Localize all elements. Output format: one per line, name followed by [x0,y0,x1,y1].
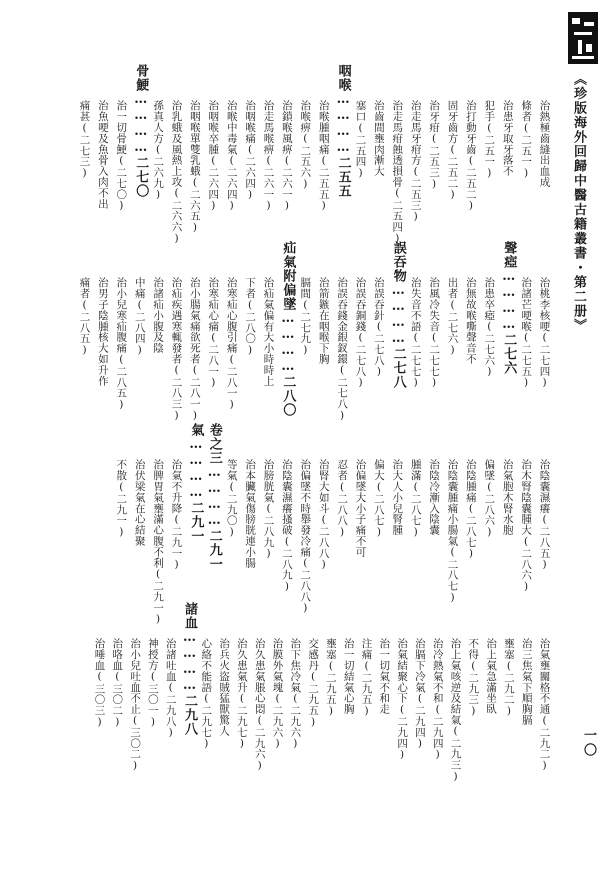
seal-logo-icon [566,10,600,66]
toc-entry: 治誤吞錢金銀釵鐶(二七八) [336,277,349,422]
toc-entry: 治木腎陰囊腫大(二八六) [520,459,533,593]
toc-entry: 治唾血(三〇三) [93,638,106,729]
toc-entry: 治疝疾遇寒輒發者(二八三) [170,277,183,422]
toc-entry: 治久患氣脹心悶(二九六) [253,638,266,772]
toc-entry: 治牙疳(二五三) [428,100,441,191]
toc-entry: 治偏墜大小子痛不可 [354,459,367,558]
toc-entry: 治寒疝心痛(二八一) [207,277,220,389]
toc-entry: 治上氣急滿坐臥 [485,638,498,715]
toc-entry: 治小兒吐血不止(三〇二) [129,638,142,772]
toc-entry: 治陰冷漸入陰囊 [428,459,441,536]
toc-entry: 治一切骨鯁(二七〇) [115,100,128,212]
toc-entry: 治氣胞木腎水胞 [501,459,514,536]
toc-entry: 治打動牙齒(二五二) [464,100,477,212]
toc-entry: 治兵火盜賊猛獸驚人 [218,638,231,737]
toc-entry: 治陰腫痛(二八七) [464,459,477,561]
toc-entry: 治齒間壅肉漸大 [372,100,385,177]
toc-entry: 治陰囊腫痛小腸氣(二八七) [446,459,459,604]
toc-entry: 固牙齒方(二五二) [446,100,459,202]
toc-entry: 治膜外氣塊(二九六) [271,638,284,750]
toc-entry: 治魚哽及魚骨入肉不出 [96,100,109,209]
toc-entry: 治膈下冷氣(二九四) [413,638,426,750]
toc-entry: 治喉痹(二五六) [299,100,312,191]
toc-entry: 偏大(二八七) [372,459,385,539]
toc-entry: 治乳蛾及風熱上攻(二六六) [170,100,183,245]
toc-entry: 治誤吞針(二七八) [372,277,385,379]
toc-entry: 治熱極齒縫出血成 [538,100,551,188]
toc-entry: 腫滿(二八七) [409,459,422,539]
toc-entry: 治箭鏃在咽喉下胸 [317,277,330,365]
toc-entry: 壅塞(二九二) [502,638,515,718]
toc-entry: 心絡不能語(二九七) [200,638,213,750]
toc-entry: 治冷熱氣不和(二九四) [431,638,444,761]
toc-entry: 治氣不升降(二九一) [170,459,183,571]
section-heading: 疝氣附偏墜…………二八〇 [280,241,296,417]
toc-entry: 治喉腫咽痛(二五五) [317,100,330,212]
toc-entry: 治走馬牙疳方(二五三) [409,100,422,223]
section-heading: 氣…………二九一 [188,423,204,543]
section-heading: 咽喉…………二五五 [335,64,351,198]
toc-entry: 下者(二八〇) [244,277,257,357]
toc-entry: 治一切結氣心胸 [342,638,355,715]
toc-entry: 塞口(二五四) [354,100,367,180]
toc-entry: 治腎大如斗(二八八) [317,459,330,571]
toc-entry: 治鎖喉風痹(二六一) [280,100,293,212]
section-heading: 聲瘂…………二七六 [501,241,517,375]
section-heading: 卷之三…………二九一 [206,423,222,571]
toc-entry: 治男子陰腫核大如升作 [96,277,109,386]
toc-entry: 治膀胱氣(二八九) [262,459,275,561]
toc-entry: 治誤吞銅錢(二七八) [354,277,367,389]
toc-entry: 治一切氣不和走 [378,638,391,715]
toc-entry: 治本臟氣傷膀胱連小腸 [244,459,257,568]
toc-entry: 犯手(二五一) [483,100,496,180]
toc-entry: 痛甚(二七三) [78,100,91,180]
toc-entry: 治下焦冷氣(二九六) [289,638,302,750]
toc-entry: 治小兒寒疝腹痛(二八五) [115,277,128,411]
toc-entry: 治走馬疳蝕透損骨(二五四) [391,100,404,245]
toc-entry: 治寒疝心腹引痛(二八一) [225,277,238,411]
toc-entry: 治三焦氣下順胸膈 [520,638,533,726]
toc-entry: 膈間(二七九) [299,277,312,357]
toc-entry: 注痛(二九五) [360,638,373,718]
toc-entry: 治氣結聚心下(二九四) [396,638,409,761]
toc-entry: 治患牙取牙落不 [501,100,514,177]
toc-entry: 中痛(二八四) [133,277,146,357]
toc-entry: 治偏墜不時舉發冷痛(二八八) [299,459,312,615]
toc-entry: 不得(二九三) [467,638,480,718]
toc-entry: 治咽喉單雙乳蛾(二六五) [188,100,201,234]
toc-entry: 交感丹(二九五) [307,638,320,729]
toc-entry: 痛者(二八五) [78,277,91,357]
toc-entry: 治桃李核哽(二七四) [538,277,551,389]
toc-entry: 治諸疝小腹及陰 [152,277,165,354]
toc-entry: 偏墜(二八六) [483,459,496,539]
book-series-title: 《珍版海外回歸中醫古籍叢書・第二册》 [571,72,586,333]
toc-entry: 治伏梁氣在心結聚 [133,459,146,547]
page-number: 一〇 [581,728,596,758]
section-heading: 誤吞物…………二七八 [390,241,406,389]
toc-entry: 治失音不語(二七七) [409,277,422,389]
toc-entry: 治疝氣偏有大小時時上 [262,277,275,386]
toc-entry: 治陰囊濕癢(二八五) [538,459,551,571]
toc-entry: 出者(二七六) [446,277,459,357]
toc-entry: 治諸吐血(二九八) [164,638,177,740]
toc-entry: 治患卒瘂(二七六) [483,277,496,379]
toc-entry: 治咯血(三〇二) [111,638,124,729]
toc-entry: 不散(二九一) [115,459,128,539]
toc-entry: 治諸芒哽喉(二七五) [520,277,533,389]
toc-entry: 壅塞(二九五) [324,638,337,718]
toc-entry: 條者(二五一) [520,100,533,180]
section-heading: 諸血…………二九八 [182,602,197,736]
toc-entry: 治上氣咳逆及結氣(二九三) [449,638,462,783]
toc-entry: 治陰囊濕癢搔破(二八九) [280,459,293,593]
toc-entry: 治風冷失音(二七七) [428,277,441,389]
toc-entry: 忍者(二八八) [336,459,349,539]
toc-entry: 治喉中毒氣(二六四) [225,100,238,212]
toc-entry: 等氣(二九〇) [225,459,238,539]
toc-entry: 治小腸氣痛欲死者(二八一) [188,277,201,422]
toc-entry: 孫真人方(二六九) [152,100,165,202]
toc-entry: 治大人小兒腎腫 [391,459,404,536]
toc-entry: 治無故喉嘶聲音不 [464,277,477,365]
toc-entry: 治咽喉卒腫(二六四) [207,100,220,212]
toc-entry: 治脾胃氣壅滿心腹不利(二九一) [152,459,165,626]
toc-entry: 治氣壅關格不通(二九二) [538,638,551,772]
toc-entry: 治久患氣升(二九七) [235,638,248,750]
toc-entry: 神授方(三〇一) [146,638,159,729]
toc-entry: 治咽喉痛(二六四) [244,100,257,202]
section-heading: 骨鯁…………二七〇 [133,64,149,198]
toc-entry: 治走馬喉痹(二六一) [262,100,275,212]
